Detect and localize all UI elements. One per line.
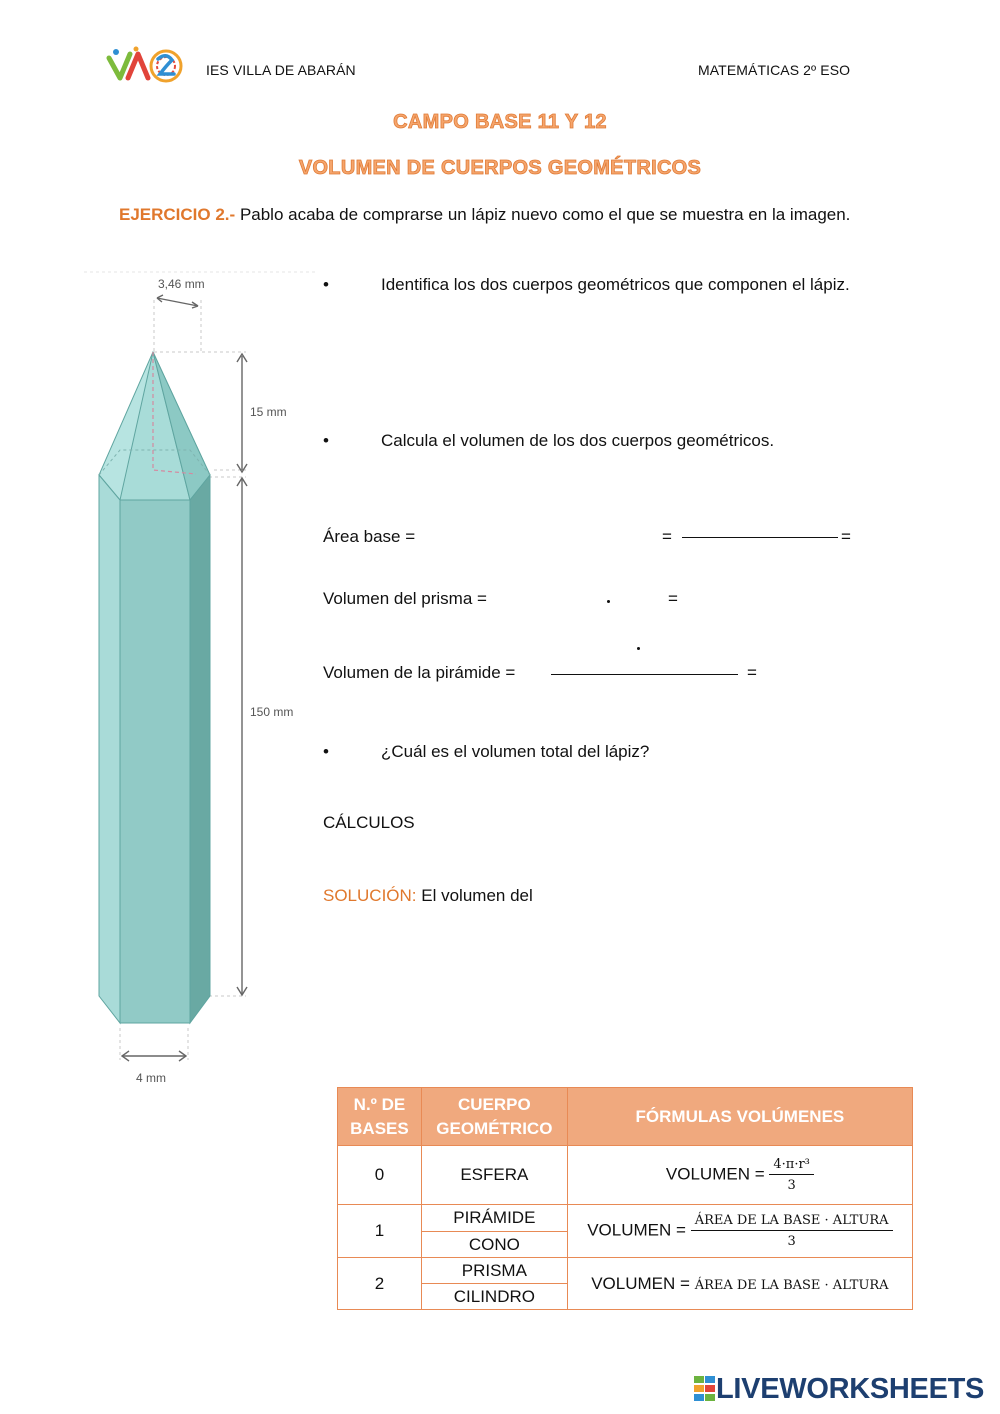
header-formulas: FÓRMULAS VOLÚMENES: [567, 1088, 912, 1146]
question-identify: [323, 271, 868, 299]
liveworksheets-text: LIVEWORKSHEETS: [716, 1372, 985, 1405]
solution-label: SOLUCIÓN:: [323, 886, 417, 905]
body-name: CONO: [421, 1232, 567, 1258]
formula-fraction: [691, 1213, 893, 1249]
formula-numerator: 4·π·r³: [769, 1157, 814, 1175]
school-logo: [106, 44, 184, 86]
title-volumen: VOLUMEN DE CUERPOS GEOMÉTRICOS: [298, 157, 702, 179]
question-total-text: ¿Cuál es el volumen total del lápiz?: [381, 742, 650, 761]
solution-text: El volumen del: [421, 886, 533, 905]
formula-fraction: [769, 1157, 814, 1193]
exercise-text: Pablo acaba de comprarse un lápiz nuevo como el que se muestra en la imagen.: [239, 205, 851, 224]
liveworksheets-logo-icon: [694, 1376, 716, 1402]
tip-height-label: 15 mm: [250, 405, 287, 419]
formula-pyramid-cone: [567, 1205, 912, 1258]
formula-prism-cylinder: [567, 1258, 912, 1310]
area-equals-1: =: [662, 527, 672, 546]
pencil-figure: [84, 270, 316, 1090]
area-equals-2: =: [841, 527, 851, 546]
formula-denominator: 3: [787, 1234, 796, 1249]
question-identify-text: Identifica los dos cuerpos geométricos que componen el lápiz.: [381, 275, 850, 294]
question-calculate: [323, 427, 868, 455]
body-name: PIRÁMIDE: [421, 1205, 567, 1232]
volume-formulas-table: [337, 1087, 913, 1310]
formula-numerator: ÁREA DE LA BASE · ALTURA: [691, 1213, 893, 1231]
school-name: IES VILLA DE ABARÁN: [206, 62, 356, 78]
exercise-label: EJERCICIO 2.-: [119, 205, 236, 224]
prism-volume-label: Volumen del prisma =: [323, 589, 487, 608]
top-dimension-label: 3,46 mm: [158, 277, 205, 291]
solution-line: [323, 886, 533, 906]
bullet-icon: •: [323, 742, 329, 761]
subject-name: MATEMÁTICAS 2º ESO: [698, 62, 851, 78]
base-width-label: 4 mm: [136, 1071, 166, 1085]
area-fraction-line: [682, 537, 838, 538]
body-name: CILINDRO: [421, 1284, 567, 1310]
formula-sphere: [567, 1146, 912, 1205]
calculations-label: CÁLCULOS: [323, 813, 415, 832]
bases-count: 1: [338, 1205, 422, 1258]
pyramid-equals: =: [747, 663, 757, 682]
pyramid-fraction-line: [551, 674, 738, 675]
liveworksheets-brand: [694, 1374, 984, 1404]
exercise-statement: [119, 201, 864, 229]
formula-label: VOLUMEN =: [587, 1220, 686, 1240]
formula-label: VOLUMEN =: [665, 1164, 765, 1184]
body-name: ESFERA: [421, 1146, 567, 1205]
prism-multiply-dot: [607, 600, 610, 603]
formula-denominator: 3: [787, 1178, 796, 1193]
bullet-icon: •: [323, 431, 329, 450]
area-base-label: Área base =: [323, 527, 416, 546]
formula-text: ÁREA DE LA BASE · ALTURA: [694, 1277, 889, 1293]
pyramid-volume-label: Volumen de la pirámide =: [323, 663, 516, 682]
header-bases: N.º DE BASES: [338, 1088, 422, 1146]
bullet-icon: •: [323, 275, 329, 294]
question-calculate-text: Calcula el volumen de los dos cuerpos geométricos.: [381, 431, 775, 450]
bases-count: 2: [338, 1258, 422, 1310]
body-name: PRISMA: [421, 1258, 567, 1284]
body-height-label: 150 mm: [250, 705, 294, 719]
formula-label: VOLUMEN =: [591, 1273, 690, 1293]
pyramid-multiply-dot: [637, 647, 640, 650]
question-total-volume: [323, 738, 868, 766]
header-body: CUERPO GEOMÉTRICO: [421, 1088, 567, 1146]
bases-count: 0: [338, 1146, 422, 1205]
prism-equals: =: [668, 589, 678, 608]
title-campo-base: CAMPO BASE 11 Y 12: [393, 111, 607, 133]
